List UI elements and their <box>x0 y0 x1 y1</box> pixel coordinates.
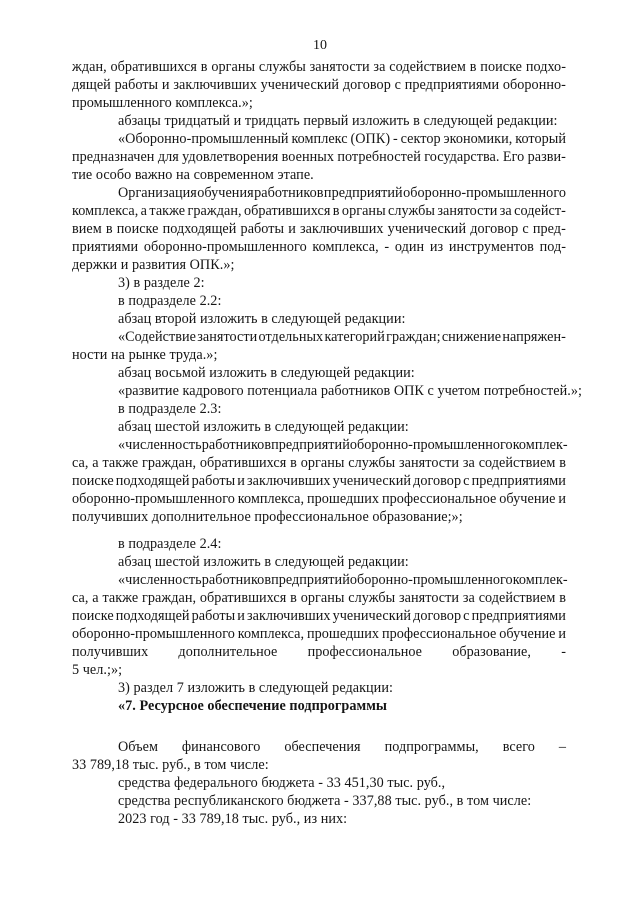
text-line: «численность работников предприятий оборонно-промышленного комплек- <box>118 437 568 453</box>
text-line: оборонно-промышленного комплекса, прошедших профессиональное обучение и <box>72 491 566 507</box>
text-line: са, а также граждан, обратившихся в органы службы занятости за содействием в <box>72 455 566 471</box>
text-line: поиске подходящей работы и заключивших ученический договор с предприятиями <box>72 473 566 489</box>
text-line: держки и развития ОПК.»; <box>72 257 235 273</box>
text-line: са, а также граждан, обратившихся в органы службы занятости за содействием в <box>72 590 566 606</box>
text-line: промышленного комплекса.»; <box>72 95 253 111</box>
text-line: абзац шестой изложить в следующей редакции: <box>118 554 409 570</box>
page-number: 10 <box>313 38 327 53</box>
text-line: вием в поиске подходящей работы и заключивших ученический договор с пред- <box>72 221 566 237</box>
text-line: абзац шестой изложить в следующей редакции: <box>118 419 409 435</box>
text-line: абзац восьмой изложить в следующей редакции: <box>118 365 415 381</box>
text-line: 3) в разделе 2: <box>118 275 205 291</box>
text-line: «развитие кадрового потенциала работников ОПК с учетом потребностей.»; <box>118 383 582 399</box>
text-line: получивших дополнительное профессиональное образование;»; <box>72 509 463 525</box>
text-line: Объем финансового обеспечения подпрограммы, всего – <box>118 739 566 755</box>
text-line: получивших дополнительное профессиональное образование, - <box>72 644 566 660</box>
text-line: 3) раздел 7 изложить в следующей редакции: <box>118 680 393 696</box>
text-line: ждан, обратившихся в органы службы занятости за содействием в поиске подхо- <box>72 59 566 75</box>
text-line: «Содействие занятости отдельных категорий граждан; снижение напряжен- <box>118 329 566 345</box>
text-line: 2023 год - 33 789,18 тыс. руб., из них: <box>118 811 348 827</box>
text-line: ности на рынке труда.»; <box>72 347 218 363</box>
text-line: приятиями оборонно-промышленного комплекса, - один из инструментов под- <box>72 239 566 255</box>
text-line: в подразделе 2.4: <box>118 536 222 552</box>
text-line: в подразделе 2.3: <box>118 401 222 417</box>
text-line: абзац второй изложить в следующей редакции: <box>118 311 406 327</box>
text-line: 33 789,18 тыс. руб., в том числе: <box>72 757 269 773</box>
text-line: средства федерального бюджета - 33 451,30 тыс. руб., <box>118 775 446 791</box>
section-heading: «7. Ресурсное обеспечение подпрограммы <box>118 698 388 714</box>
text-line: дящей работы и заключивших ученический договор с предприятиями оборонно- <box>72 77 566 93</box>
text-line: оборонно-промышленного комплекса, прошедших профессиональное обучение и <box>72 626 566 642</box>
text-line: Организация обучения работников предприятий оборонно-промышленного <box>118 185 566 201</box>
text-line: «численность работников предприятий оборонно-промышленного комплек- <box>118 572 568 588</box>
text-line: 5 чел.;»; <box>72 662 123 678</box>
text-line: предназначен для удовлетворения военных потребностей государства. Его разви- <box>72 149 566 165</box>
text-line: абзацы тридцатый и тридцать первый изложить в следующей редакции: <box>118 113 558 129</box>
text-line: в подразделе 2.2: <box>118 293 222 309</box>
text-line: комплекса, а также граждан, обратившихся в органы службы занятости за содейст- <box>72 203 566 219</box>
text-line: средства республиканского бюджета - 337,88 тыс. руб., в том числе: <box>118 793 532 809</box>
text-line: тие особо важно на современном этапе. <box>72 167 314 183</box>
text-line: поиске подходящей работы и заключивших ученический договор с предприятиями <box>72 608 566 624</box>
text-line: «Оборонно-промышленный комплекс (ОПК) - сектор экономики, который <box>118 131 566 147</box>
